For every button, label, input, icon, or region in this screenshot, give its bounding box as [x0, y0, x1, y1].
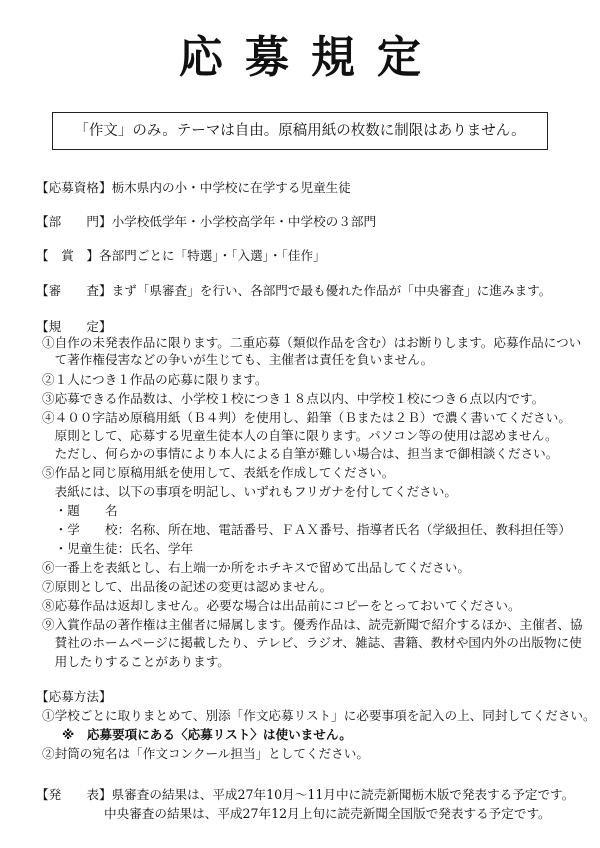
rules-line: ③応募できる作品数は、小学校１校につき１８点以内、中学校１校につき６点以内です。	[42, 391, 545, 406]
method-line: ①学校ごとに取りまとめて、別添「作文応募リスト」に必要事項を記入の上、同封してください。	[42, 708, 596, 723]
rules-line: ①自作の未発表作品に限ります。二重応募（類似作品を含む）はお断りします。応募作品につい	[42, 335, 582, 350]
rules-line: ⑤作品と同じ原稿用紙を使用して、表紙を作成してください。	[42, 465, 395, 480]
page-title: 応募規定	[179, 32, 443, 83]
judging-line: 【審 査】まず「県審査」を行い、各部門で最も優れた作品が「中央審査」に進みます。	[36, 283, 552, 298]
eligibility-line: 【応募資格】栃木県内の小・中学校に在学する児童生徒	[36, 180, 351, 195]
method-line: ②封筒の宛名は「作文コンクール担当」としてください。	[42, 746, 369, 761]
rules-line: ④４００字詰め原稿用紙（Ｂ４判）を使用し、鉛筆（Ｂまたは２Ｂ）で濃く書いてください。	[42, 410, 571, 425]
rules-line: ただし、何らかの事情により本人による自筆が難しい場合は、担当まで御相談ください。	[42, 446, 559, 461]
rules-line: 賛社のホームページに掲載したり、テレビ、ラジオ、雑誌、書籍、教材や国内外の出版物に使	[42, 635, 582, 650]
rules-line: ・学 校：名称、所在地、電話番号、ＦＡＸ番号、指導者氏名（学級担任、教科担任等）	[42, 522, 571, 537]
announcement-line: 中央審査の結果は、平成27年12月上旬に読売新聞全国版で発表する予定です。	[104, 806, 551, 821]
divisions-line: 【部 門】小学校低学年・小学校高学年・中学校の３部門	[36, 214, 377, 229]
rules-line: ⑨入賞作品の著作権は主催者に帰属します。優秀作品は、読売新聞で紹介するほか、主催者、協	[42, 617, 583, 632]
intro-box: 「作文」のみ。テーマは自由。原稿用紙の枚数に制限はありません。	[52, 112, 548, 150]
awards-line: 【 賞 】各部門ごとに「特選」・「入選」・「佳作」	[36, 248, 326, 263]
method-note: ※ 応募要項にある〈応募リスト〉は使いません。	[62, 727, 352, 742]
rules-line: 表紙には、以下の事項を明記し、いずれもフリガナを付してください。	[42, 484, 457, 499]
rules-line: 原則として、応募する児童生徒本人の自筆に限ります。パソコン等の使用は認めません。	[42, 428, 558, 443]
rules-line: ・児童生徒：氏名、学年	[42, 541, 194, 556]
method-heading: 【応募方法】	[36, 689, 112, 704]
rules-line: て著作権侵害などの争いが生じても、主催者は責任を負いません。	[42, 352, 434, 367]
rules-line: ⑥一番上を表紙とし、右上端一か所をホチキスで留めて出品してください。	[42, 560, 470, 575]
rules-line: ②１人につき１作品の応募に限ります。	[42, 372, 268, 387]
rules-line: ⑧応募作品は返却しません。必要な場合は出品前にコピーをとっておいてください。	[42, 598, 521, 613]
rules-line: ⑦原則として、出品後の記述の変更は認めません。	[42, 579, 333, 594]
rules-line: ・題 名	[42, 503, 118, 518]
announcement-line: 【発 表】県審査の結果は、平成27年10月～11月中に読売新聞栃木版で発表する予定です。	[36, 787, 575, 802]
rules-heading: 【規 定】	[36, 319, 112, 334]
rules-line: 用したりすることがあります。	[42, 654, 230, 669]
